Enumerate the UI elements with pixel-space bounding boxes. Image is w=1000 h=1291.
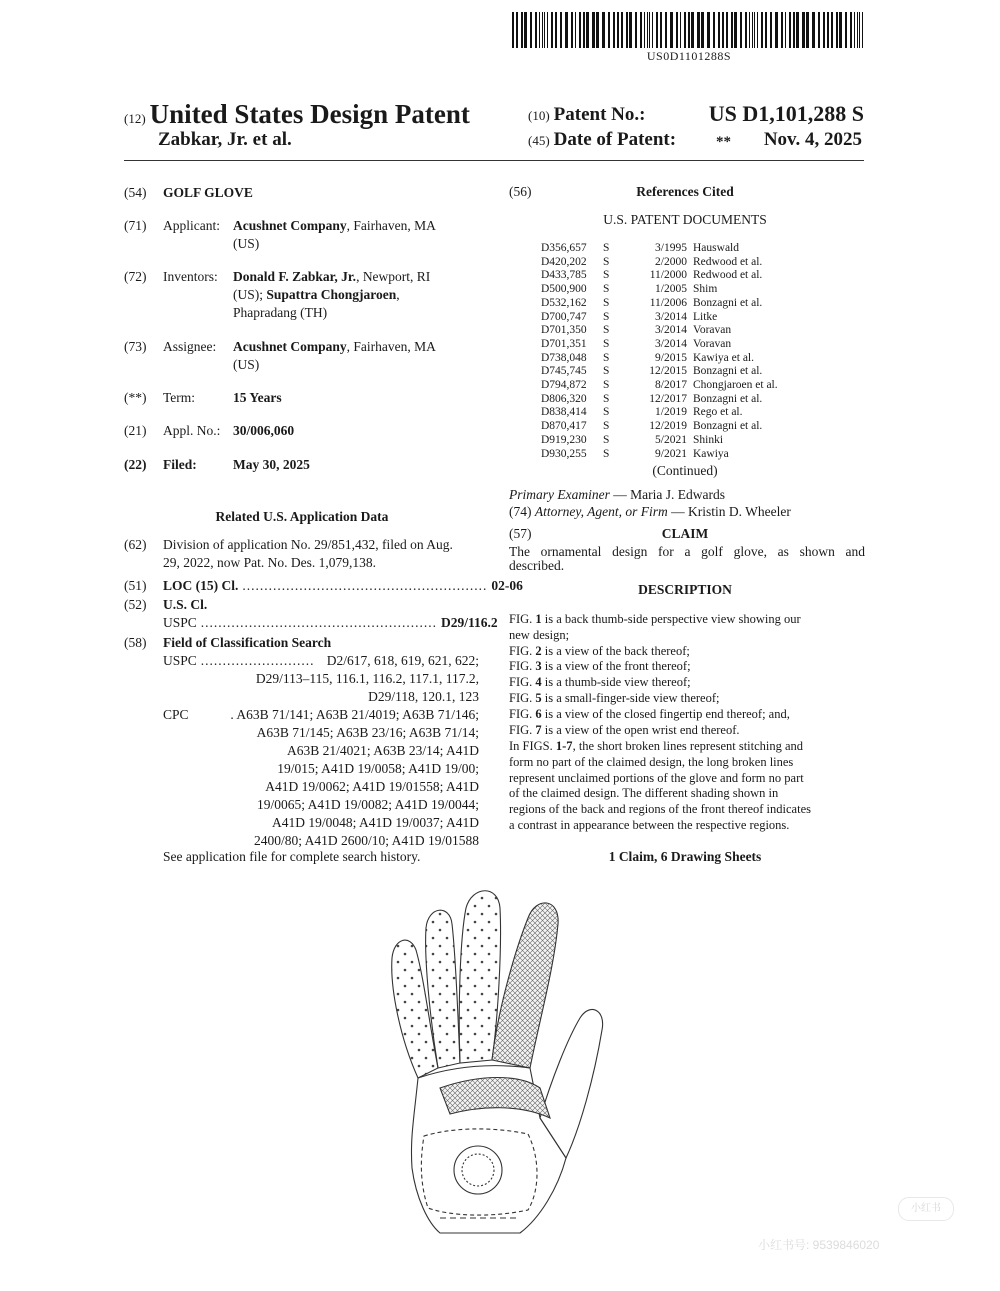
reference-kind: S <box>603 406 610 419</box>
reference-date: 1/2019 <box>655 406 687 419</box>
title-code: (54) <box>124 185 147 200</box>
applicant: Acushnet Company, Fairhaven, MA <box>233 218 436 233</box>
reference-num: D700,747 <box>541 310 587 323</box>
barcode-bar <box>802 12 805 48</box>
inventors-short: Zabkar, Jr. et al. <box>158 129 292 150</box>
watermark-id: 小红书号: 9539846020 <box>758 1238 880 1252</box>
refs-heading: References Cited <box>636 184 734 199</box>
barcode-bar <box>831 12 833 48</box>
division-line-1: Division of application No. 29/851,432, filed on Aug. <box>163 537 453 552</box>
barcode-bar <box>555 12 557 48</box>
field-uspc-line: D29/118, 120.1, 123 <box>368 689 479 704</box>
barcode-bar <box>781 12 783 48</box>
reference-date: 3/2014 <box>655 324 687 337</box>
header-rule <box>124 160 864 161</box>
assignee-country: (US) <box>233 357 260 372</box>
assignee: Acushnet Company, Fairhaven, MA <box>233 339 436 354</box>
inventor-2: (US); Supattra Chongjaroen, <box>233 287 400 302</box>
barcode-bar <box>575 12 576 48</box>
barcode-bar <box>691 12 694 48</box>
barcode-bar <box>752 12 753 48</box>
reference-num: D701,350 <box>541 324 587 337</box>
barcode-bar <box>688 12 690 48</box>
reference-date: 3/2014 <box>655 337 687 350</box>
barcode-bar <box>602 12 605 48</box>
reference-num: D356,657 <box>541 242 587 254</box>
uscl-code: (52) <box>124 597 147 612</box>
reference-num: D794,872 <box>541 379 587 392</box>
cpc-line: 2400/80; A41D 2600/10; A41D 19/01588 <box>253 833 479 848</box>
cpc-line: 19/015; A41D 19/0058; A41D 19/00; <box>277 761 479 776</box>
barcode-bar <box>542 12 543 48</box>
reference-row <box>541 269 813 283</box>
glove-logo <box>454 1146 502 1194</box>
claim-text: described. <box>509 558 565 573</box>
reference-kind: S <box>603 379 610 392</box>
barcode-bar <box>586 12 589 48</box>
barcode-bar <box>793 12 795 48</box>
barcode-bar <box>740 12 742 48</box>
figure-description: FIG. 3 is a view of the front thereof; <box>509 659 691 674</box>
barcode-bar <box>579 12 581 48</box>
date-line: (45) Date of Patent: <box>528 129 677 150</box>
field-code: (58) <box>124 635 147 650</box>
glove-strap <box>421 1129 537 1215</box>
barcode-bar <box>818 12 820 48</box>
date-stars: ** <box>716 134 731 150</box>
barcode-bar <box>516 12 518 48</box>
reference-num: D806,320 <box>541 392 587 405</box>
barcode-bar <box>676 12 678 48</box>
barcode-bar <box>583 12 585 48</box>
claim-code: (57) <box>509 526 532 541</box>
barcode-bar <box>565 12 568 48</box>
cpc-line: A63B 71/145; A63B 23/16; A63B 71/14; <box>256 725 479 740</box>
barcode-bar <box>608 12 610 48</box>
patent-number: US D1,101,288 S <box>708 101 864 126</box>
barcode-bar <box>845 12 847 48</box>
reference-num: D838,414 <box>541 406 587 419</box>
reference-row <box>541 338 813 352</box>
barcode-bar <box>649 12 650 48</box>
figure-descriptions <box>509 612 865 738</box>
reference-row <box>541 352 813 366</box>
reference-date: 11/2006 <box>649 296 687 309</box>
inventors-label: Inventors: <box>163 269 218 284</box>
barcode-bar <box>839 12 842 48</box>
reference-date: 12/2017 <box>649 392 687 405</box>
reference-row <box>541 406 813 420</box>
claim-text: The ornamental design for a golf glove, as shown and <box>509 544 865 559</box>
uspc-class: USPC ...................................................... D29/116.2 <box>163 615 498 630</box>
reference-name: Shinki <box>693 433 724 446</box>
reference-row <box>541 379 813 393</box>
reference-date: 9/2021 <box>655 447 687 460</box>
invention-title: GOLF GLOVE <box>163 185 253 200</box>
barcode-bar <box>785 12 786 48</box>
barcode-bar <box>823 12 825 48</box>
related-heading: Related U.S. Application Data <box>215 509 389 524</box>
reference-num: D701,351 <box>541 337 587 350</box>
barcode-bar <box>718 12 720 48</box>
term-value: 15 Years <box>233 390 282 405</box>
cpc-first-line: CPC . A63B 71/141; A63B 21/4019; A63B 71/146; <box>163 707 479 722</box>
barcode-bar <box>635 12 637 48</box>
reference-name: Redwood et al. <box>693 269 763 282</box>
glove-middle-finger <box>459 891 500 1063</box>
barcode-bar <box>713 12 715 48</box>
reference-row <box>541 283 813 297</box>
patent-number-line: (10) Patent No.: <box>528 104 646 125</box>
reference-date: 11/2000 <box>649 269 687 282</box>
figure-explanation: In FIGS. 1-7, the short broken lines represent stitching and form no part of the claimed design, the long broken lines represent unclaimed portions of the glove and form no part of the claimed design. The different shading shown in regions of the back and regions of the front thereof indicates a contrast in appearance between the respective regions. <box>509 739 811 832</box>
field-uspc: USPC .......................... D2/617, 618, 619, 621, 622; <box>163 653 479 668</box>
barcode-bar <box>512 12 514 48</box>
reference-num: D930,255 <box>541 447 587 460</box>
reference-name: Bonzagni et al. <box>693 365 763 378</box>
applicant-country: (US) <box>233 236 260 251</box>
date-label: Date of Patent: <box>553 129 677 150</box>
barcode-bar <box>862 12 863 48</box>
reference-row <box>541 256 813 270</box>
barcode-graphic <box>512 12 866 48</box>
barcode-bar <box>789 12 791 48</box>
barcode-bar <box>665 12 667 48</box>
reference-date: 1/2005 <box>655 283 687 296</box>
claims-summary: 1 Claim, 6 Drawing Sheets <box>608 849 762 864</box>
reference-name: Bonzagni et al. <box>693 420 763 433</box>
loc-class: LOC (15) Cl. ........................................................ 02-06 <box>163 578 523 593</box>
figure-description: FIG. 6 is a view of the closed fingertip end thereof; and, <box>509 706 790 721</box>
barcode-bar <box>530 12 532 48</box>
barcode-bar <box>684 12 686 48</box>
barcode-bar <box>859 12 860 48</box>
term-label: Term: <box>163 390 196 405</box>
references-table <box>541 242 813 461</box>
barcode-bar <box>544 12 545 48</box>
search-history-note: See application file for complete search history. <box>163 849 421 864</box>
claim-heading: CLAIM <box>661 526 709 541</box>
reference-kind: S <box>603 365 610 378</box>
barcode-bar <box>644 12 645 48</box>
cpc-line: A41D 19/0048; A41D 19/0037; A41D <box>271 815 479 830</box>
reference-date: 8/2017 <box>655 379 687 392</box>
division-line-2: 29, 2022, now Pat. No. Des. 1,079,138. <box>163 555 376 570</box>
figure-description: FIG. 1 is a back thumb-side perspective view showing our <box>509 612 801 626</box>
reference-row <box>541 434 813 448</box>
barcode-bar <box>621 12 623 48</box>
barcode-bar <box>547 12 548 48</box>
barcode-bar <box>775 12 778 48</box>
assignee-code: (73) <box>124 339 147 354</box>
reference-name: Bonzagni et al. <box>693 392 763 405</box>
inventors-code: (72) <box>124 269 147 284</box>
barcode-bar <box>812 12 815 48</box>
appl-code: (21) <box>124 423 147 438</box>
cpc-line: A63B 21/4021; A63B 23/14; A41D <box>286 743 479 758</box>
reference-date: 2/2000 <box>655 255 687 268</box>
reference-row <box>541 365 813 379</box>
inventor-1: Donald F. Zabkar, Jr., Newport, RI <box>233 269 431 284</box>
barcode-bar <box>754 12 755 48</box>
barcode-bar <box>722 12 724 48</box>
patent-date: Nov. 4, 2025 <box>763 129 862 150</box>
barcode-bar <box>749 12 750 48</box>
golf-glove-drawing <box>380 878 610 1238</box>
reference-num: D500,900 <box>541 283 587 296</box>
reference-kind: S <box>603 420 610 433</box>
barcode-bar <box>770 12 772 48</box>
reference-name: Kawiya <box>693 447 729 460</box>
reference-num: D870,417 <box>541 420 587 433</box>
barcode-bar <box>745 12 747 48</box>
reference-row <box>541 242 813 256</box>
barcode-bar <box>629 12 632 48</box>
reference-name: Kawiya et al. <box>693 351 754 364</box>
reference-num: D532,162 <box>541 296 587 309</box>
barcode-bar <box>850 12 852 48</box>
reference-num: D433,785 <box>541 269 587 282</box>
cpc-line: 19/0065; A41D 19/0082; A41D 19/0044; <box>256 797 479 812</box>
reference-row <box>541 393 813 407</box>
barcode-bar <box>697 12 700 48</box>
reference-kind: S <box>603 242 610 254</box>
reference-row <box>541 448 813 462</box>
barcode-bar <box>670 12 673 48</box>
barcode-bar <box>660 12 662 48</box>
barcode-bar <box>539 12 540 48</box>
reference-num: D420,202 <box>541 255 587 268</box>
barcode-bar <box>757 12 758 48</box>
reference-kind: S <box>603 447 610 460</box>
reference-name: Voravan <box>693 324 732 337</box>
uscl-label: U.S. Cl. <box>163 597 208 612</box>
reference-row <box>541 420 813 434</box>
glove-index-finger <box>492 903 558 1068</box>
figure-description: FIG. 7 is a view of the open wrist end thereof. <box>509 722 740 737</box>
refs-subheading: U.S. PATENT DOCUMENTS <box>603 212 767 227</box>
reference-name: Hauswald <box>693 242 739 254</box>
barcode-bar <box>571 12 573 48</box>
assignee-label: Assignee: <box>163 339 217 354</box>
reference-kind: S <box>603 283 610 296</box>
barcode-bar <box>857 12 858 48</box>
figure-description: FIG. 5 is a small-finger-side view thereof; <box>509 690 720 705</box>
term-code: (**) <box>124 390 147 405</box>
patent-title <box>124 99 470 130</box>
description-heading: DESCRIPTION <box>638 582 732 597</box>
barcode-bar <box>701 12 704 48</box>
loc-code: (51) <box>124 578 147 593</box>
reference-date: 5/2021 <box>655 433 687 446</box>
patent-type-title: United States Design Patent <box>149 99 470 129</box>
barcode-bar <box>524 12 527 48</box>
applicant-label: Applicant: <box>163 218 220 233</box>
reference-date: 12/2015 <box>649 365 687 378</box>
reference-row <box>541 311 813 325</box>
reference-name: Rego et al. <box>693 406 743 419</box>
reference-kind: S <box>603 324 610 337</box>
primary-examiner: Primary Examiner — Maria J. Edwards <box>509 487 725 502</box>
reference-kind: S <box>603 255 610 268</box>
filed-code: (22) <box>124 457 147 472</box>
barcode-bar <box>521 12 523 48</box>
reference-name: Bonzagni et al. <box>693 296 763 309</box>
refs-continued: (Continued) <box>652 463 718 478</box>
reference-name: Voravan <box>693 337 732 350</box>
attorney: (74) Attorney, Agent, or Firm — Kristin D. Wheeler <box>509 504 791 519</box>
barcode-bar <box>827 12 829 48</box>
barcode-bar <box>765 12 767 48</box>
barcode-bar <box>560 12 562 48</box>
field-uspc-line: D29/113–115, 116.1, 116.2, 117.1, 117.2, <box>255 671 479 686</box>
filed-date: May 30, 2025 <box>233 457 310 472</box>
barcode-bar <box>647 12 648 48</box>
patent-number-label: Patent No.: <box>553 104 646 125</box>
reference-date: 3/1995 <box>655 242 687 254</box>
barcode-bar <box>617 12 619 48</box>
figure-description: new design; <box>509 627 570 642</box>
glove-thumb <box>540 1009 603 1158</box>
reference-name: Redwood et al. <box>693 255 763 268</box>
reference-kind: S <box>603 351 610 364</box>
filed-label: Filed: <box>163 457 197 472</box>
reference-row <box>541 297 813 311</box>
reference-name: Chongjaroen et al. <box>693 379 778 392</box>
barcode-bar <box>535 12 537 48</box>
barcode-bar <box>707 12 710 48</box>
refs-code: (56) <box>509 184 532 199</box>
reference-num: D745,745 <box>541 365 587 378</box>
reference-kind: S <box>603 392 610 405</box>
watermark-badge: 小红书 <box>898 1197 954 1221</box>
reference-name: Shim <box>693 283 718 296</box>
barcode-bar <box>806 12 809 48</box>
figure-description: FIG. 2 is a view of the back thereof; <box>509 643 690 658</box>
barcode-bar <box>726 12 728 48</box>
barcode-bar <box>680 12 681 48</box>
reference-kind: S <box>603 310 610 323</box>
reference-name: Litke <box>693 310 718 323</box>
barcode-bar <box>731 12 733 48</box>
barcode-bar <box>592 12 595 48</box>
barcode-bar <box>734 12 737 48</box>
barcode-bar <box>761 12 763 48</box>
division-code: (62) <box>124 537 147 552</box>
reference-row <box>541 324 813 338</box>
cpc-line: A41D 19/0062; A41D 19/01558; A41D <box>265 779 479 794</box>
inventor-2-location: Phapradang (TH) <box>233 305 328 320</box>
barcode-bar <box>796 12 799 48</box>
reference-num: D919,230 <box>541 433 587 446</box>
reference-date: 12/2019 <box>649 420 687 433</box>
reference-kind: S <box>603 269 610 282</box>
barcode-bar <box>613 12 615 48</box>
reference-num: D738,048 <box>541 351 587 364</box>
barcode-bar <box>656 12 658 48</box>
barcode-bar <box>836 12 838 48</box>
barcode-bar <box>652 12 653 48</box>
barcode-bar <box>551 12 553 48</box>
reference-kind: S <box>603 337 610 350</box>
figure-description: FIG. 4 is a thumb-side view thereof; <box>509 675 691 690</box>
barcode-bar <box>596 12 599 48</box>
reference-kind: S <box>603 296 610 309</box>
field-label: Field of Classification Search <box>163 635 332 650</box>
reference-date: 9/2015 <box>655 351 687 364</box>
barcode-number: US0D1101288S <box>646 49 732 63</box>
appl-number: 30/006,060 <box>233 423 295 438</box>
barcode-bar <box>854 12 855 48</box>
appl-label: Appl. No.: <box>163 423 221 438</box>
reference-kind: S <box>603 433 610 446</box>
applicant-code: (71) <box>124 218 147 233</box>
barcode-bar <box>640 12 642 48</box>
reference-date: 3/2014 <box>655 310 687 323</box>
barcode-bar <box>626 12 628 48</box>
kind-code: (12) <box>124 111 146 126</box>
